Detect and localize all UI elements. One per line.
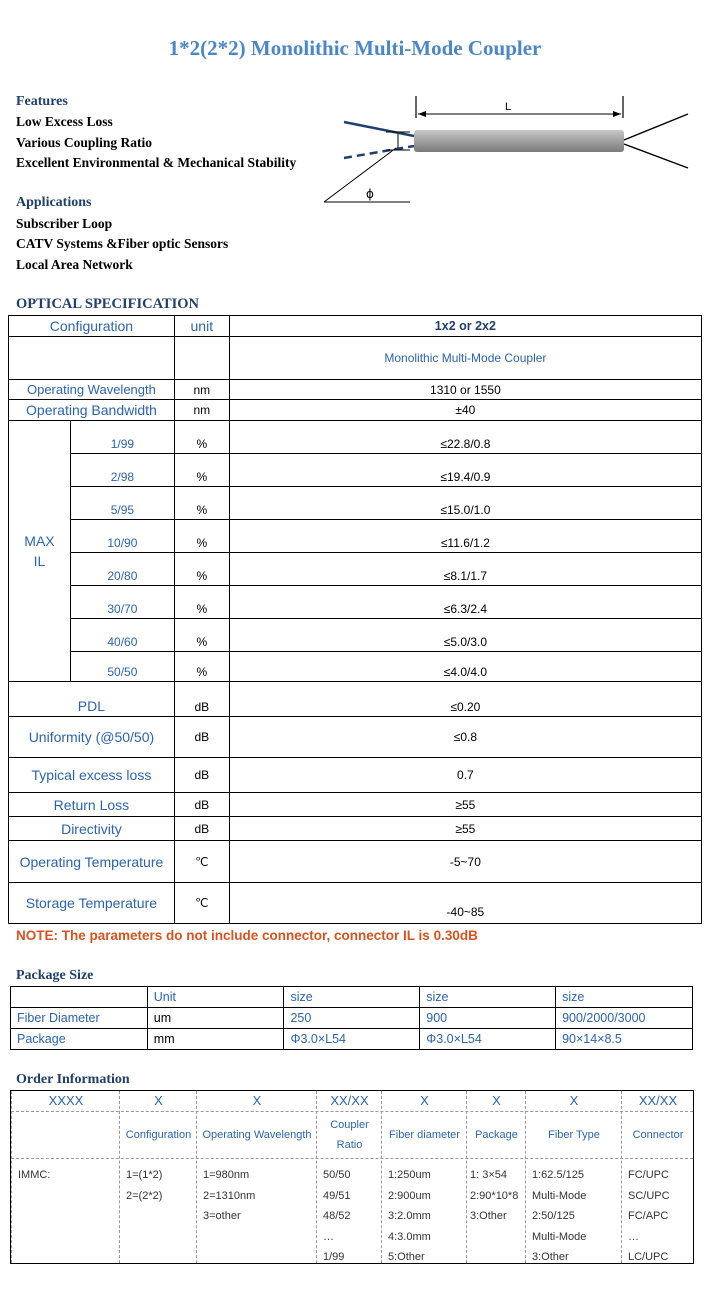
il-ratio: 50/50: [70, 652, 174, 682]
order-code: X: [569, 1093, 579, 1108]
order-code: XX/XX: [638, 1093, 678, 1108]
table-row: [9, 793, 702, 817]
excess-loss-unit: dB: [174, 758, 229, 793]
bandwidth-label: Operating Bandwidth: [9, 400, 175, 421]
il-ratio: 2/98: [70, 454, 174, 487]
return-loss-unit: dB: [174, 793, 229, 817]
order-label: Operating Wavelength: [202, 1129, 312, 1141]
optical-spec-table: [8, 315, 702, 924]
il-unit: %: [174, 553, 229, 586]
feature-item: Various Coupling Ratio: [16, 135, 153, 150]
order-options: 1=980nm 2=1310nm 3=other: [203, 1169, 256, 1222]
il-unit: %: [174, 520, 229, 553]
excess-loss-value: 0.7: [229, 758, 701, 793]
order-label: Fiber diameter: [389, 1129, 460, 1141]
length-label: L: [504, 101, 512, 113]
optical-spec-heading: OPTICAL SPECIFICATION: [16, 296, 200, 312]
package-heading: Package Size: [16, 968, 94, 983]
output-fiber: [624, 144, 688, 168]
il-value: ≤4.0/4.0: [229, 652, 701, 682]
pdl-unit: dB: [174, 682, 229, 717]
order-column: [381, 1091, 467, 1263]
table-cell: um: [147, 1008, 284, 1029]
il-unit: %: [174, 454, 229, 487]
order-code: XXXX: [48, 1093, 84, 1108]
order-options: 1: 3×54 2:90*10*8 3:Other: [470, 1169, 519, 1222]
header-cell: [11, 987, 148, 1008]
bandwidth-value: ±40: [229, 400, 701, 421]
order-heading: Order Information: [16, 1072, 130, 1087]
order-code: XX/XX: [330, 1093, 369, 1108]
il-value: ≤8.1/1.7: [229, 553, 701, 586]
note-text: NOTE: The parameters do not include connector, connector IL is 0.30dB: [16, 928, 478, 943]
order-column: [11, 1091, 120, 1263]
table-cell: 250: [284, 1008, 420, 1029]
bandwidth-unit: nm: [174, 400, 229, 421]
product-name: Monolithic Multi-Mode Coupler: [229, 337, 701, 380]
applications-heading: Applications: [16, 195, 92, 210]
table-row: [9, 619, 702, 652]
il-unit: %: [174, 586, 229, 619]
il-value: ≤11.6/1.2: [229, 520, 701, 553]
op-temp-label: Operating Temperature: [9, 841, 175, 883]
table-row: [9, 553, 702, 586]
directivity-unit: dB: [174, 817, 229, 841]
uniformity-value: ≤0.8: [229, 717, 701, 758]
table-row: [11, 987, 693, 1008]
table-row: [9, 337, 702, 380]
order-label: Configuration: [125, 1129, 192, 1141]
application-item: Local Area Network: [16, 257, 133, 272]
table-row: [9, 487, 702, 520]
max-il-label: MAX IL: [9, 421, 71, 682]
table-cell: mm: [147, 1029, 284, 1050]
op-temp-unit: ℃: [174, 841, 229, 883]
arrow-right-icon: [613, 111, 621, 117]
il-ratio: 1/99: [70, 421, 174, 454]
feature-item: Low Excess Loss: [16, 114, 113, 129]
wavelength-label: Operating Wavelength: [9, 380, 175, 400]
page-title: 1*2(2*2) Monolithic Multi-Mode Coupler: [168, 36, 542, 60]
pdl-label: PDL: [9, 682, 175, 717]
il-ratio: 5/95: [70, 487, 174, 520]
il-ratio: 20/80: [70, 553, 174, 586]
input-fiber: [344, 122, 414, 136]
order-options: FC/UPC SC/UPC FC/APC … LC/UPC: [628, 1169, 670, 1263]
application-item: Subscriber Loop: [16, 216, 113, 231]
table-row: [9, 717, 702, 758]
op-temp-value: -5~70: [229, 841, 701, 883]
table-row: [9, 883, 702, 924]
table-row: [9, 652, 702, 682]
pdl-value: ≤0.20: [229, 682, 701, 717]
directivity-label: Directivity: [9, 817, 175, 841]
il-unit: %: [174, 421, 229, 454]
input-fiber-optional: [344, 146, 414, 158]
order-options: IMMC:: [18, 1169, 51, 1181]
table-cell: 90×14×8.5: [556, 1029, 693, 1050]
config-header: Configuration: [9, 316, 175, 337]
table-cell: Φ3.0×L54: [420, 1029, 556, 1050]
order-options: 1=(1*2) 2=(2*2): [126, 1169, 163, 1202]
package-table: [10, 986, 693, 1050]
il-value: ≤5.0/3.0: [229, 619, 701, 652]
arrow-left-icon: [418, 111, 426, 117]
order-column: [119, 1091, 197, 1263]
order-label: Coupler Ratio: [330, 1119, 369, 1151]
table-row: [9, 421, 702, 454]
order-code: X: [252, 1093, 262, 1108]
order-label: Connector: [632, 1129, 684, 1141]
order-code: X: [154, 1093, 163, 1108]
order-options: 1:250um 2:900um 3:2.0mm 4:3.0mm 5:Other: [388, 1169, 431, 1263]
table-row: [9, 454, 702, 487]
il-value: ≤22.8/0.8: [229, 421, 701, 454]
row-label: Package: [11, 1029, 148, 1050]
table-row: [9, 380, 702, 400]
output-fiber: [624, 114, 688, 140]
table-row: [11, 1029, 693, 1050]
header-cell: size: [284, 987, 420, 1008]
order-column: [525, 1091, 622, 1263]
il-unit: %: [174, 619, 229, 652]
header-cell: size: [556, 987, 693, 1008]
value-header: 1x2 or 2x2: [229, 316, 701, 337]
features-heading: Features: [16, 94, 68, 109]
return-loss-value: ≥55: [229, 793, 701, 817]
order-code: X: [492, 1093, 501, 1108]
feature-item: Excellent Environmental & Mechanical Stability: [16, 155, 297, 170]
table-row: [9, 817, 702, 841]
order-options: 50/50 49/51 48/52 … 1/99: [323, 1169, 351, 1263]
coupler-diagram: [318, 92, 698, 210]
table-row: [11, 1008, 693, 1029]
table-row: [9, 841, 702, 883]
table-row: [9, 520, 702, 553]
return-loss-label: Return Loss: [9, 793, 175, 817]
order-label: Package: [475, 1129, 518, 1141]
order-label: Fiber Type: [548, 1129, 600, 1141]
order-label: [12, 1113, 120, 1157]
st-temp-unit: ℃: [174, 883, 229, 924]
il-value: ≤15.0/1.0: [229, 487, 701, 520]
il-unit: %: [174, 487, 229, 520]
il-value: ≤6.3/2.4: [229, 586, 701, 619]
table-cell: 900/2000/3000: [556, 1008, 693, 1029]
il-ratio: 40/60: [70, 619, 174, 652]
coupler-tube: [414, 130, 624, 152]
table-cell: Φ3.0×L54: [284, 1029, 420, 1050]
order-table: [10, 1090, 694, 1264]
table-row: [9, 758, 702, 793]
header-cell: Unit: [147, 987, 284, 1008]
table-row: [9, 586, 702, 619]
order-column: [621, 1091, 694, 1263]
uniformity-unit: dB: [174, 717, 229, 758]
il-unit: %: [174, 652, 229, 682]
unit-header: unit: [174, 316, 229, 337]
wavelength-unit: nm: [174, 380, 229, 400]
excess-loss-label: Typical excess loss: [9, 758, 175, 793]
table-row: [9, 682, 702, 717]
uniformity-label: Uniformity (@50/50): [9, 717, 175, 758]
il-ratio: 30/70: [70, 586, 174, 619]
il-ratio: 10/90: [70, 520, 174, 553]
table-row: [9, 316, 702, 337]
table-row: [9, 400, 702, 421]
order-code: X: [420, 1093, 429, 1108]
application-item: CATV Systems &Fiber optic Sensors: [16, 236, 229, 251]
st-temp-label: Storage Temperature: [9, 883, 175, 924]
table-cell: 900: [420, 1008, 556, 1029]
il-value: ≤19.4/0.9: [229, 454, 701, 487]
order-column: [196, 1091, 317, 1263]
directivity-value: ≥55: [229, 817, 701, 841]
st-temp-value: -40~85: [229, 883, 701, 924]
order-column: [466, 1091, 526, 1263]
diameter-label: ϕ: [366, 187, 374, 201]
order-column: [316, 1091, 382, 1263]
header-cell: size: [420, 987, 556, 1008]
wavelength-value: 1310 or 1550: [229, 380, 701, 400]
row-label: Fiber Diameter: [11, 1008, 148, 1029]
order-options: 1:62.5/125 Multi-Mode 2:50/125 Multi-Mode 3:Other: [532, 1169, 587, 1263]
